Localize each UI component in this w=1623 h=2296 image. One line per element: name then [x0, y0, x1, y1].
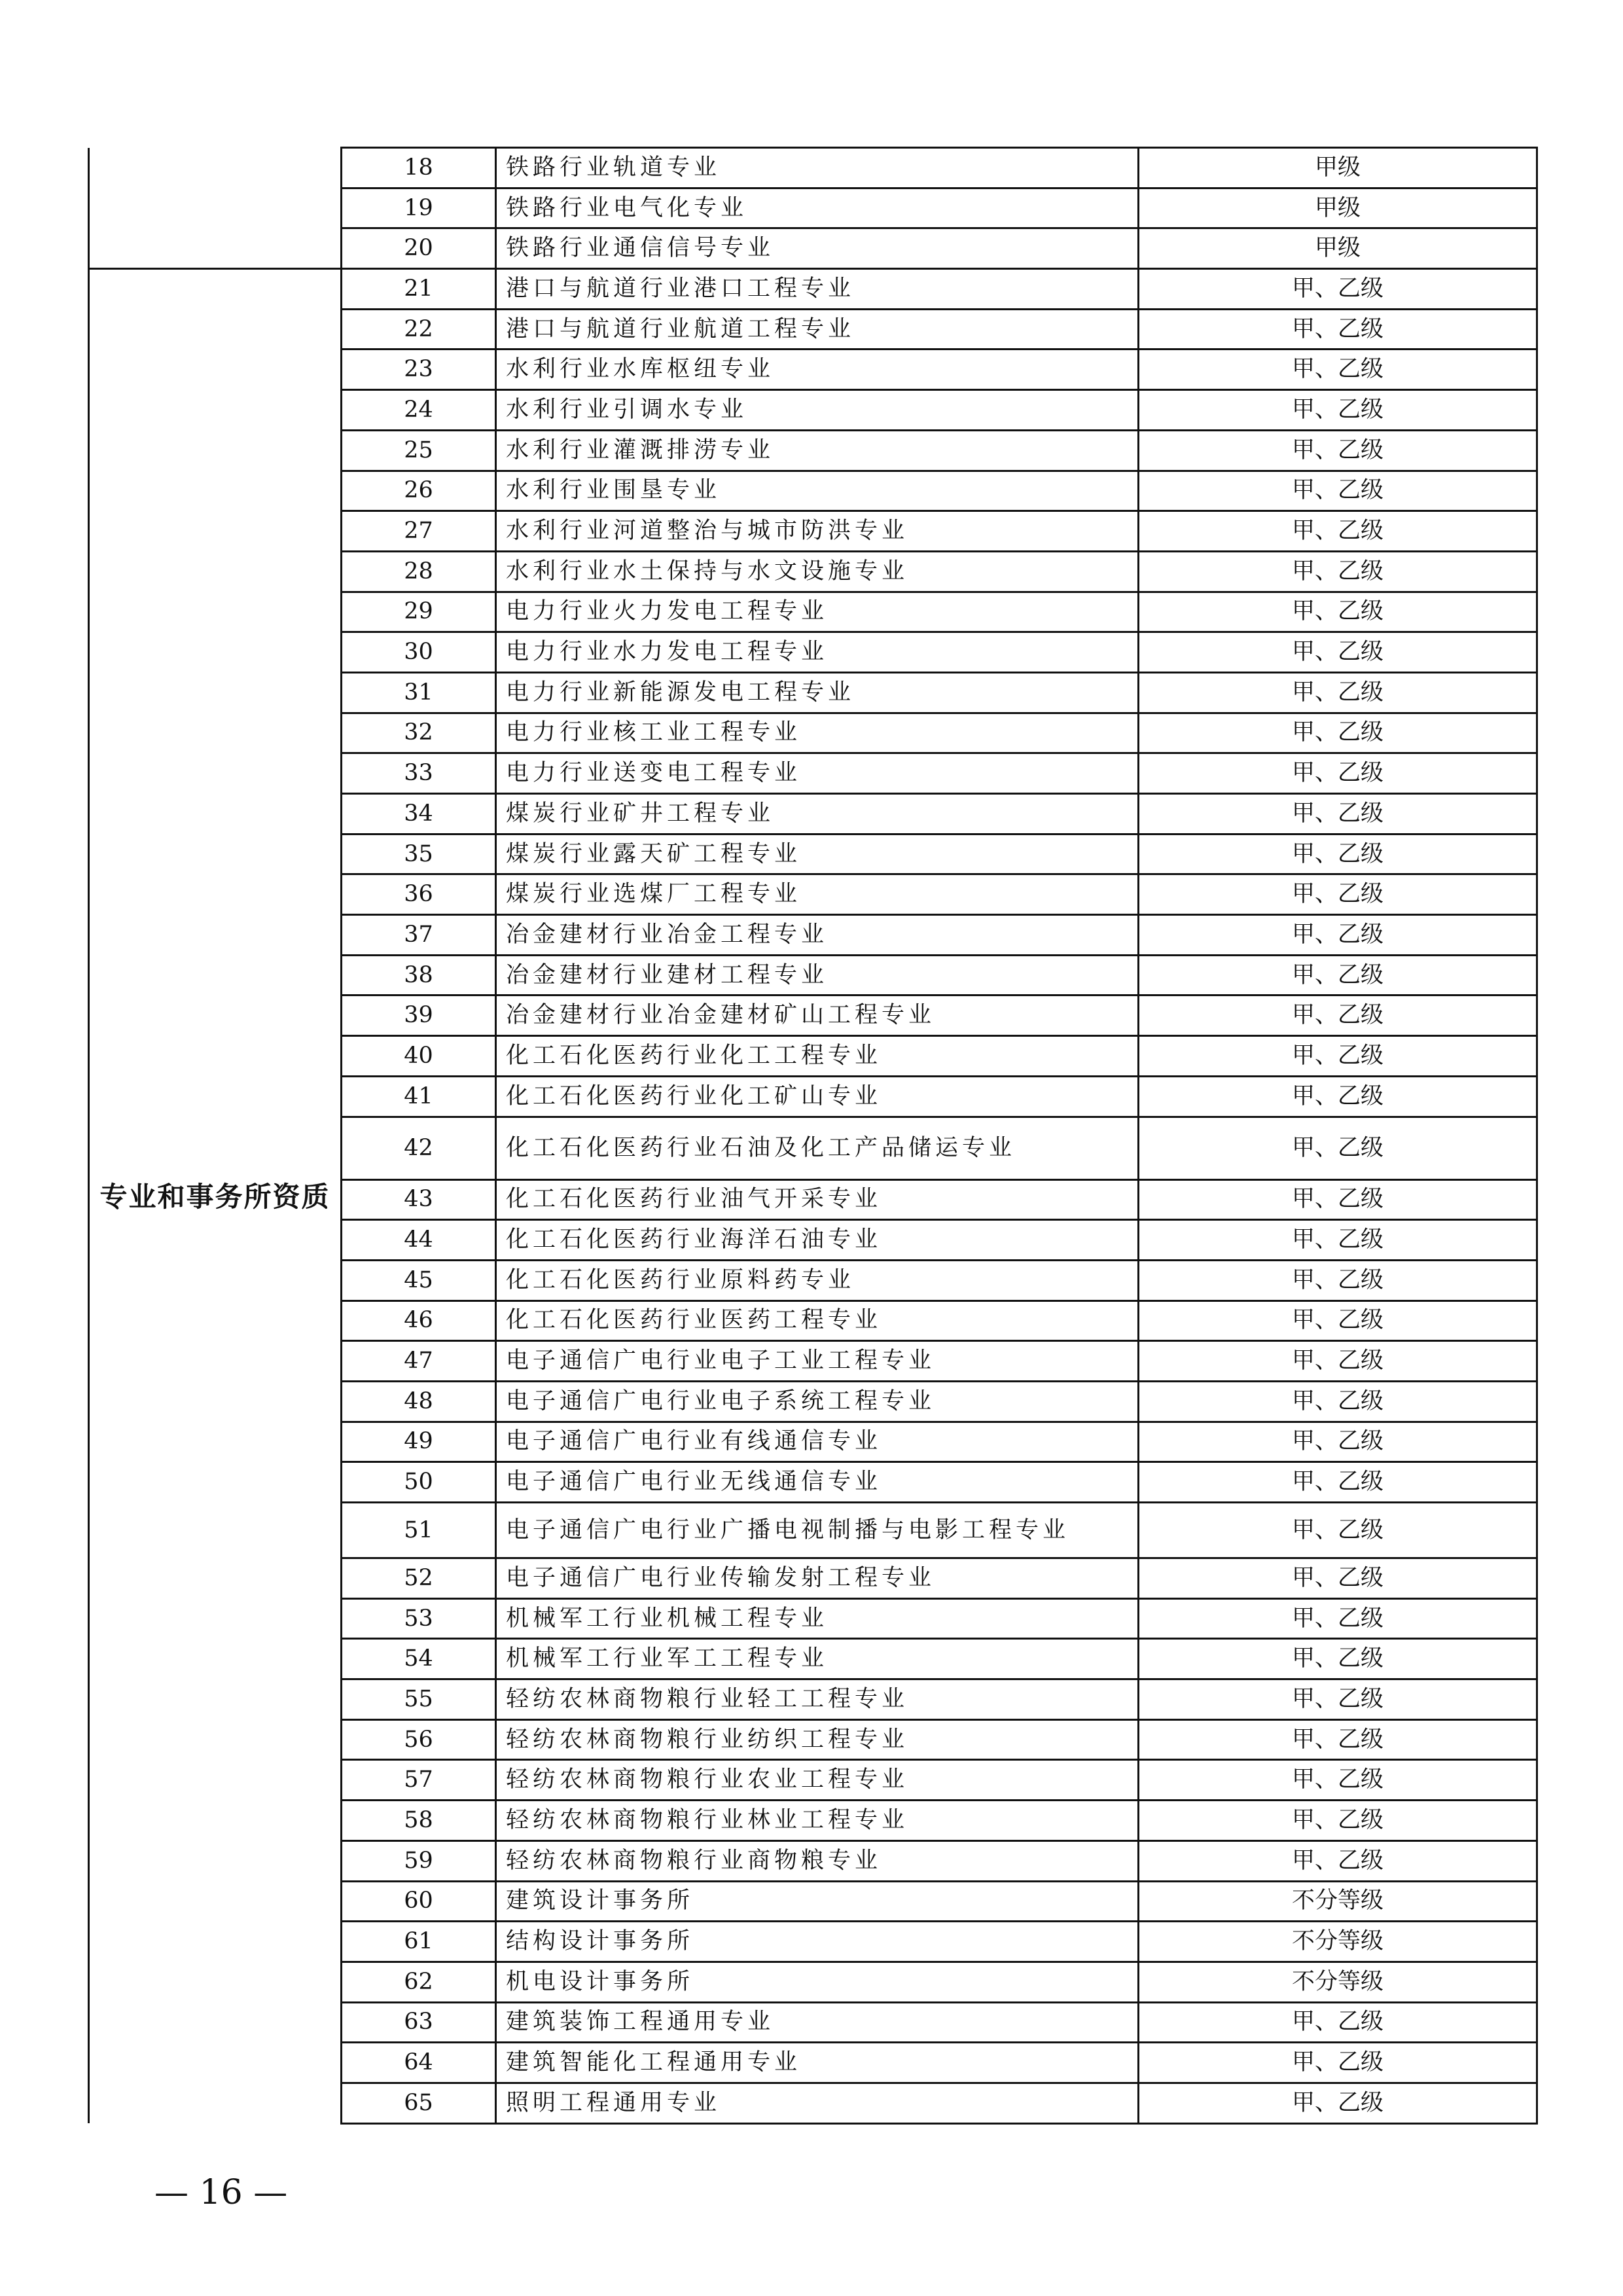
row-number: 40 [342, 1036, 496, 1077]
qualification-grade: 甲、乙级 [1139, 2002, 1537, 2043]
specialty-name: 化工石化医药行业原料药专业 [496, 1260, 1139, 1300]
row-number: 61 [342, 1922, 496, 1962]
qualification-grade: 甲、乙级 [1139, 2043, 1537, 2083]
row-number: 63 [342, 2002, 496, 2043]
row-number: 51 [342, 1503, 496, 1558]
specialty-name: 煤炭行业选煤厂工程专业 [496, 874, 1139, 915]
qualification-grade: 甲、乙级 [1139, 1341, 1537, 1382]
row-number: 44 [342, 1220, 496, 1261]
qualification-grade: 甲、乙级 [1139, 672, 1537, 713]
row-number: 54 [342, 1639, 496, 1679]
row-number: 30 [342, 632, 496, 673]
row-number: 62 [342, 1962, 496, 2002]
specialty-name: 轻纺农林商物粮行业农业工程专业 [496, 1760, 1139, 1801]
row-number: 36 [342, 874, 496, 915]
row-number: 19 [342, 188, 496, 228]
specialty-name: 照明工程通用专业 [496, 2083, 1139, 2123]
qualification-grade: 甲、乙级 [1139, 834, 1537, 874]
qualification-grade: 甲、乙级 [1139, 1719, 1537, 1760]
qualification-grade: 甲、乙级 [1139, 390, 1537, 431]
table-row [89, 148, 1537, 188]
row-number: 47 [342, 1341, 496, 1382]
row-number: 43 [342, 1179, 496, 1220]
row-number: 31 [342, 672, 496, 713]
row-number: 49 [342, 1422, 496, 1462]
table-body [89, 148, 1537, 2124]
row-number: 41 [342, 1076, 496, 1117]
specialty-name: 冶金建材行业建材工程专业 [496, 955, 1139, 996]
specialty-name: 铁路行业通信信号专业 [496, 228, 1139, 269]
qualification-grade: 甲、乙级 [1139, 1260, 1537, 1300]
qualification-grade: 甲、乙级 [1139, 1300, 1537, 1341]
specialty-name: 水利行业围垦专业 [496, 471, 1139, 511]
specialty-name: 轻纺农林商物粮行业轻工工程专业 [496, 1679, 1139, 1720]
specialty-name: 结构设计事务所 [496, 1922, 1139, 1962]
row-number: 20 [342, 228, 496, 269]
specialty-name: 港口与航道行业航道工程专业 [496, 309, 1139, 350]
qualification-grade: 甲、乙级 [1139, 713, 1537, 753]
qualification-grade: 甲、乙级 [1139, 1422, 1537, 1462]
row-number: 45 [342, 1260, 496, 1300]
category-cell [89, 148, 342, 269]
qualification-grade: 甲、乙级 [1139, 1598, 1537, 1639]
row-number: 32 [342, 713, 496, 753]
specialty-name: 电力行业送变电工程专业 [496, 753, 1139, 794]
qualification-grade: 甲、乙级 [1139, 955, 1537, 996]
qualification-grade: 甲、乙级 [1139, 430, 1537, 471]
specialty-name: 机械军工行业机械工程专业 [496, 1598, 1139, 1639]
specialty-name: 化工石化医药行业海洋石油专业 [496, 1220, 1139, 1261]
specialty-name: 铁路行业轨道专业 [496, 148, 1139, 188]
specialty-name: 冶金建材行业冶金建材矿山工程专业 [496, 996, 1139, 1036]
row-number: 34 [342, 794, 496, 834]
qualification-grade: 甲、乙级 [1139, 915, 1537, 956]
qualification-grade: 甲、乙级 [1139, 350, 1537, 390]
qualification-grade: 甲、乙级 [1139, 551, 1537, 592]
specialty-name: 电力行业火力发电工程专业 [496, 592, 1139, 632]
specialty-name: 电力行业核工业工程专业 [496, 713, 1139, 753]
qualification-grade: 甲、乙级 [1139, 1036, 1537, 1077]
specialty-name: 化工石化医药行业化工矿山专业 [496, 1076, 1139, 1117]
row-number: 55 [342, 1679, 496, 1720]
row-number: 25 [342, 430, 496, 471]
specialty-name: 水利行业水库枢纽专业 [496, 350, 1139, 390]
specialty-name: 水利行业河道整治与城市防洪专业 [496, 511, 1139, 552]
page-number: — 16 — [154, 2173, 288, 2212]
qualification-grade: 甲、乙级 [1139, 1801, 1537, 1841]
qualification-grade: 甲、乙级 [1139, 632, 1537, 673]
specialty-name: 建筑智能化工程通用专业 [496, 2043, 1139, 2083]
qualification-grade: 甲、乙级 [1139, 1076, 1537, 1117]
row-number: 22 [342, 309, 496, 350]
qualification-grade: 甲、乙级 [1139, 1220, 1537, 1261]
specialty-name: 机电设计事务所 [496, 1962, 1139, 2002]
specialty-name: 港口与航道行业港口工程专业 [496, 269, 1139, 310]
specialty-name: 化工石化医药行业化工工程专业 [496, 1036, 1139, 1077]
qualification-grade: 甲、乙级 [1139, 1503, 1537, 1558]
specialty-name: 机械军工行业军工工程专业 [496, 1639, 1139, 1679]
qualification-grade: 不分等级 [1139, 1962, 1537, 2002]
qualification-grade: 甲、乙级 [1139, 794, 1537, 834]
specialty-name: 轻纺农林商物粮行业林业工程专业 [496, 1801, 1139, 1841]
specialty-name: 铁路行业电气化专业 [496, 188, 1139, 228]
qualification-grade: 甲、乙级 [1139, 269, 1537, 310]
qualification-table [88, 147, 1538, 2125]
specialty-name: 电子通信广电行业电子工业工程专业 [496, 1341, 1139, 1382]
qualification-grade: 甲、乙级 [1139, 1179, 1537, 1220]
row-number: 48 [342, 1381, 496, 1422]
row-number: 35 [342, 834, 496, 874]
row-number: 60 [342, 1881, 496, 1922]
row-number: 64 [342, 2043, 496, 2083]
specialty-name: 电力行业水力发电工程专业 [496, 632, 1139, 673]
specialty-name: 轻纺农林商物粮行业纺织工程专业 [496, 1719, 1139, 1760]
row-number: 37 [342, 915, 496, 956]
specialty-name: 化工石化医药行业石油及化工产品储运专业 [496, 1117, 1139, 1179]
specialty-name: 轻纺农林商物粮行业商物粮专业 [496, 1840, 1139, 1881]
row-number: 46 [342, 1300, 496, 1341]
specialty-name: 冶金建材行业冶金工程专业 [496, 915, 1139, 956]
qualification-grade: 甲、乙级 [1139, 1558, 1537, 1599]
specialty-name: 电子通信广电行业无线通信专业 [496, 1462, 1139, 1503]
row-number: 52 [342, 1558, 496, 1599]
specialty-name: 建筑设计事务所 [496, 1881, 1139, 1922]
specialty-name: 化工石化医药行业油气开采专业 [496, 1179, 1139, 1220]
qualification-grade: 甲、乙级 [1139, 1462, 1537, 1503]
row-number: 53 [342, 1598, 496, 1639]
specialty-name: 电子通信广电行业广播电视制播与电影工程专业 [496, 1503, 1139, 1558]
specialty-name: 电子通信广电行业传输发射工程专业 [496, 1558, 1139, 1599]
row-number: 65 [342, 2083, 496, 2123]
qualification-grade: 甲、乙级 [1139, 592, 1537, 632]
row-number: 56 [342, 1719, 496, 1760]
qualification-grade: 甲、乙级 [1139, 309, 1537, 350]
table-row [89, 269, 1537, 310]
row-number: 58 [342, 1801, 496, 1841]
specialty-name: 水利行业引调水专业 [496, 390, 1139, 431]
qualification-grade: 甲、乙级 [1139, 1760, 1537, 1801]
qualification-grade: 甲、乙级 [1139, 511, 1537, 552]
row-number: 27 [342, 511, 496, 552]
row-number: 28 [342, 551, 496, 592]
row-number: 39 [342, 996, 496, 1036]
qualification-grade: 甲、乙级 [1139, 1381, 1537, 1422]
row-number: 38 [342, 955, 496, 996]
qualification-grade: 甲级 [1139, 148, 1537, 188]
specialty-name: 水利行业水土保持与水文设施专业 [496, 551, 1139, 592]
specialty-name: 化工石化医药行业医药工程专业 [496, 1300, 1139, 1341]
qualification-grade: 甲、乙级 [1139, 1117, 1537, 1179]
qualification-grade: 甲、乙级 [1139, 753, 1537, 794]
qualification-grade: 甲、乙级 [1139, 2083, 1537, 2123]
category-cell: 专业和事务所资质 [89, 269, 342, 2124]
specialty-name: 煤炭行业矿井工程专业 [496, 794, 1139, 834]
specialty-name: 水利行业灌溉排涝专业 [496, 430, 1139, 471]
qualification-grade: 不分等级 [1139, 1922, 1537, 1962]
row-number: 57 [342, 1760, 496, 1801]
row-number: 26 [342, 471, 496, 511]
qualification-grade: 甲级 [1139, 188, 1537, 228]
qualification-grade: 甲、乙级 [1139, 1639, 1537, 1679]
row-number: 21 [342, 269, 496, 310]
specialty-name: 电子通信广电行业电子系统工程专业 [496, 1381, 1139, 1422]
qualification-grade: 不分等级 [1139, 1881, 1537, 1922]
row-number: 23 [342, 350, 496, 390]
specialty-name: 电力行业新能源发电工程专业 [496, 672, 1139, 713]
row-number: 24 [342, 390, 496, 431]
specialty-name: 煤炭行业露天矿工程专业 [496, 834, 1139, 874]
row-number: 59 [342, 1840, 496, 1881]
row-number: 42 [342, 1117, 496, 1179]
qualification-grade: 甲、乙级 [1139, 1840, 1537, 1881]
specialty-name: 建筑装饰工程通用专业 [496, 2002, 1139, 2043]
qualification-grade: 甲、乙级 [1139, 874, 1537, 915]
specialty-name: 电子通信广电行业有线通信专业 [496, 1422, 1139, 1462]
qualification-grade: 甲、乙级 [1139, 996, 1537, 1036]
row-number: 33 [342, 753, 496, 794]
qualification-grade: 甲、乙级 [1139, 1679, 1537, 1720]
row-number: 50 [342, 1462, 496, 1503]
row-number: 29 [342, 592, 496, 632]
row-number: 18 [342, 148, 496, 188]
qualification-grade: 甲、乙级 [1139, 471, 1537, 511]
qualification-grade: 甲级 [1139, 228, 1537, 269]
